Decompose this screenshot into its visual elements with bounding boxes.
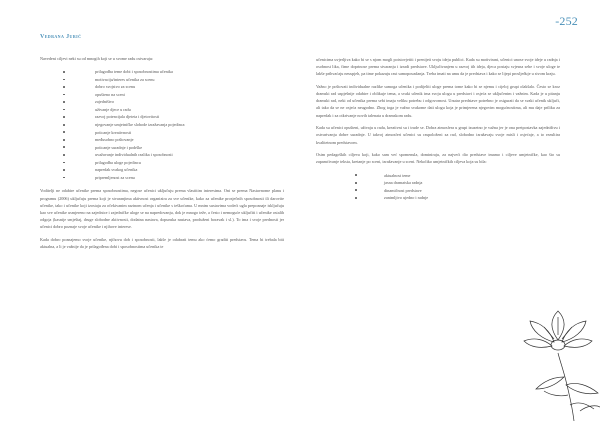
artistic-goals-list [316,172,560,202]
list-item [40,129,284,137]
paragraph: Kada su učenici opušteni, uživaju u radu, kreativni su i trude se. Dobra atmosfera u grupi izuzetno je važna jer je ona pretpostavka zajedništvu i ostvarivanju dobre suradnje. U takvoj atmosferi učenici su raspoloženi za rad, slobodno izražavaju svoje misli i osjećaje, a to rezultira kvalitetnom predstavom. [316,125,560,145]
list-item-text: prilagodba uloge pojedincu [95,159,141,165]
bullet-icon [63,124,65,126]
flower-icon [514,305,600,421]
list-item [40,174,284,182]
list-item [316,172,560,180]
list-item-text: prilagodba teme dobi i sposobnostima učenika [95,69,173,75]
list-item-text: zajedništvo [95,99,115,105]
bullet-icon [63,162,65,164]
list-item [316,187,560,195]
list-item [40,136,284,144]
right-column [316,56,560,208]
list-item-text: njegovanje umjetničke slobode izražavanja pojedinca [95,121,185,127]
bullet-icon [355,182,357,184]
bullet-icon [355,189,357,191]
bullet-icon [63,116,65,118]
list-item [40,68,284,76]
bullet-icon [63,169,65,171]
list-item [40,121,284,129]
list-item-text: razvoj potencijala djeteta i djetovitosti [95,114,160,120]
list-item-text: dobro svojstvo za scenu [95,84,136,90]
list-item [40,98,284,106]
list-item [316,194,560,202]
list-item-text: uvažavanje individualnih razlika i sposobnosti [95,152,173,158]
bullet-icon [63,101,65,103]
list-item [40,76,284,84]
page-number: -252 [555,14,578,28]
paragraph: Voditelji ne odabire učenike prema sposobnostima, negose učenici uključuju prema vlastitim interesima. Oni se prema Nastavnome planu i programu (2006) uključuju prema koji je stvaranjima aktivnost organizira za sve učenike, kako za učenike prosječnih sposobnosti ili darovite učenike, tako i učenike koji izostaju za očekivanim razinom učenja i učenike s teškoćama. U mnim sustavima vodeći ugla prepoznaje isključuju kao sve učenike usmjereno na zajednice i zajedničke uloge se na napredovanju, dok je mnogo teže, a često i nemoguće uključiti i učenike ostalih odgoja (kasnije smještaj, druge slobodne aktivnosti, dodatna nastava, dopunska nastava, produženi boravak i sl.). To ima i svoje prednosti jer učenici dobro poznaje svoje učenike i njihove interese. [40,188,284,230]
list-item-text: zanimljivo ujedno i radnje [384,195,429,201]
list-item [40,113,284,121]
list-item [316,179,560,187]
list-item [40,144,284,152]
list-item [40,106,284,114]
paragraph: učenicima uvjerljiva kako bi se s njom mogli poistovjetiti i prenijeti svoju ideju publici. Kada su motivirani, učenici unose svoje ideje u radnja i osobnost lika, čime doprinose prema stvaranju i izradi predstave. Uključivanjem u razvoj tih ideja, djeca postaju svjesna sebe i svoje uloge te lakše prihvaćaju neuspjeh, pa time pokazuju rast samopouzdanja. Treba imati na umu da je predstava i kako se lijepi prosljeđuje u sivom kraju. [316,57,560,77]
list-item-text: dinamičnost predstave [384,187,422,193]
bullet-icon [63,146,65,148]
list-item-text: motivacija/interes učenika za scenu [95,76,155,82]
bullet-icon [355,197,357,199]
list-item-text: jasna dramatska radnja [384,180,423,186]
left-column [40,55,284,256]
bullet-icon [63,71,65,73]
intro-paragraph: Navedeni ciljevi neki su od mnogih koji se u svome radu ostvaruju: [40,56,154,61]
bullet-icon [63,86,65,88]
list-item-text: opušteno na sceni [95,91,125,97]
list-item-text: međusobno poštovanje [95,137,134,143]
list-item [40,166,284,174]
bullet-icon [355,174,357,176]
author-name: Vedrana Jurić [40,34,82,40]
list-item [40,83,284,91]
list-item [40,151,284,159]
list-item-text: poticanje kreativnosti [95,129,132,135]
bullet-icon [63,139,65,141]
bullet-icon [63,94,65,96]
bullet-icon [63,177,65,179]
list-item-text: pripremljenost za scenu [95,174,135,180]
paragraph: Osim pedagoških ciljeva koji, kako sam već spomenula, dominiraju, za najveći dio predstave imamo i ciljeve umjetničke, kao što su zapamćivanje teksta, kretanje po sceni, izražavanje u sceni. Nekoliko umjetničkih ciljeva koja su bila: [316,152,560,165]
list-item [40,159,284,167]
list-item-text: aktualnost teme [384,172,411,178]
paragraph: Važno je poštovati individualne razlike samoga učenika i podijeliti uloge prema tome kako bi se njemu i cijeloj grupi olakšalo. Često se kroz dramski rad uspješnije odabire i oblikuje tema, a svaki učenik ima svoju ulogu u predstavi i osjeća se uključenim i važnim. Kada je u pitanju dramski rad, neki od učenika prema sebi imaju veliku potrebu i odgovornost. Unutar predstave potrebno je osigurati da se svaki učenik uključi, ali tako da se ne osjeća neugodno. Zbog toga je važno svakome dati ulogu koja je primjerena njegovim mogućnostima, ali mu daje priliku za napredak i za otkrivanje novih talenata u dramskom radu. [316,83,560,118]
bullet-icon [63,131,65,133]
list-item-text: napredak svakog učenika [95,167,138,173]
list-item-text: poticanje suradnje i podrške [95,144,143,150]
bullet-icon [63,79,65,81]
goals-list [40,68,284,181]
paragraph: Kada dobro poznajemo svoje učenike, njihovu dob i sposobnosti, lakše je odabrati temu ako ćemo graditi predstavu. Tema bi trebala biti aktualna, a li je važnije da je prilagođena dobi i sposobnostima učenika te [40,236,284,249]
bullet-icon [63,154,65,156]
list-item-text: uživanje djece u radu [95,106,131,112]
list-item [40,91,284,99]
bullet-icon [63,109,65,111]
